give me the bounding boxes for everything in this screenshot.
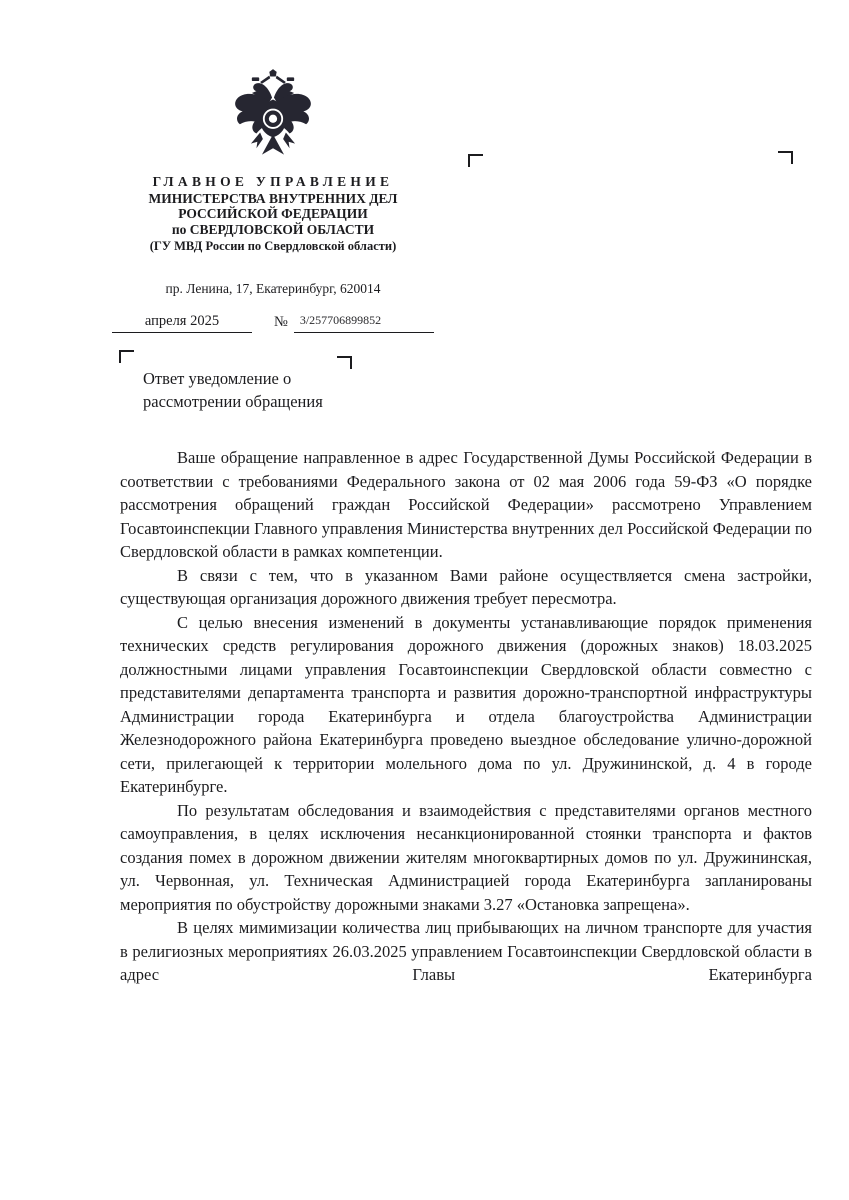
number-field: 3/257706899852 — [294, 313, 434, 333]
org-name-line-3: РОССИЙСКОЙ ФЕДЕРАЦИИ — [178, 206, 368, 221]
letterhead — [112, 68, 434, 333]
addressee-corner-left-icon — [468, 154, 483, 167]
date-number-row — [112, 313, 434, 333]
subject-block — [143, 367, 353, 413]
date-field: апреля 2025 — [112, 313, 252, 333]
org-name-line-1: ГЛАВНОЕ УПРАВЛЕНИЕ — [152, 174, 394, 189]
org-name-line-4: по СВЕРДЛОВСКОЙ ОБЛАСТИ — [171, 221, 375, 237]
subject-line-2: рассмотрении обращения — [143, 392, 323, 411]
body-paragraph-2: В связи с тем, что в указанном Вами районе осуществляется смена застройки, существующая организация дорожного движения требует пересмотра. — [120, 565, 812, 608]
org-short-name: (ГУ МВД России по Свердловской области) — [149, 239, 397, 253]
body-paragraph-1: Ваше обращение направленное в адрес Государственной Думы Российской Федерации в соответствии с требованиями Федерального закона от 02 мая 2006 года 59-ФЗ «О порядке рассмотрения обращений граждан Российской Федерации» рассмотрено Управлением Госавтоинспекции Главного управления Министерства внутренних дел Российской Федерации по Свердловской области в рамках компетенции. — [120, 448, 812, 561]
org-address: пр. Ленина, 17, Екатеринбург, 620014 — [165, 280, 381, 296]
body-paragraph-4: По результатам обследования и взаимодействия с представителями органов местного самоуправления, в целях исключения несанкционированной стоянки транспорта и фактов создания помех в дорожном движении жителям многоквартирных домов по ул. Дружининская, ул. Червонная, ул. Техническая Администрацией города Екатеринбурга запланированы мероприятия по обустройству дорожными знаками 3.27 «Остановка запрещена». — [120, 800, 812, 914]
letter-body — [120, 446, 812, 987]
number-sign: № — [274, 313, 288, 330]
subject-line-1: Ответ уведомление о — [143, 369, 292, 388]
mvd-emblem-icon — [227, 68, 319, 164]
body-paragraph-3: С целью внесения изменений в документы устанавливающие порядок применения технических средств регулирования дорожного движения (дорожных знаков) 18.03.2025 должностными лицами управления Госавтоинспекции Свердловской области совместно с представителями департамента транспорта и развития дорожно-транспортной инфраструктуры Администрации города Екатеринбурга и отдела благоустройства Администрации Железнодорожного района Екатеринбурга проведено выездное обследование улично-дорожной сети, прилегающей к территории молельного дома по ул. Дружининской, д. 4 в городе Екатеринбурге. — [120, 612, 812, 796]
body-paragraph-5: В целях мимимизации количества лиц прибывающих на личном транспорте для участия в религиозных мероприятиях 26.03.2025 управлением Госавтоинспекции Свердловской области в адрес Главы Екатеринбурга — [120, 918, 812, 984]
org-name-line-2: МИНИСТЕРСТВА ВНУТРЕННИХ ДЕЛ — [148, 190, 398, 206]
subject-corner-left-icon — [119, 350, 134, 363]
addressee-corner-right-icon — [778, 151, 793, 164]
